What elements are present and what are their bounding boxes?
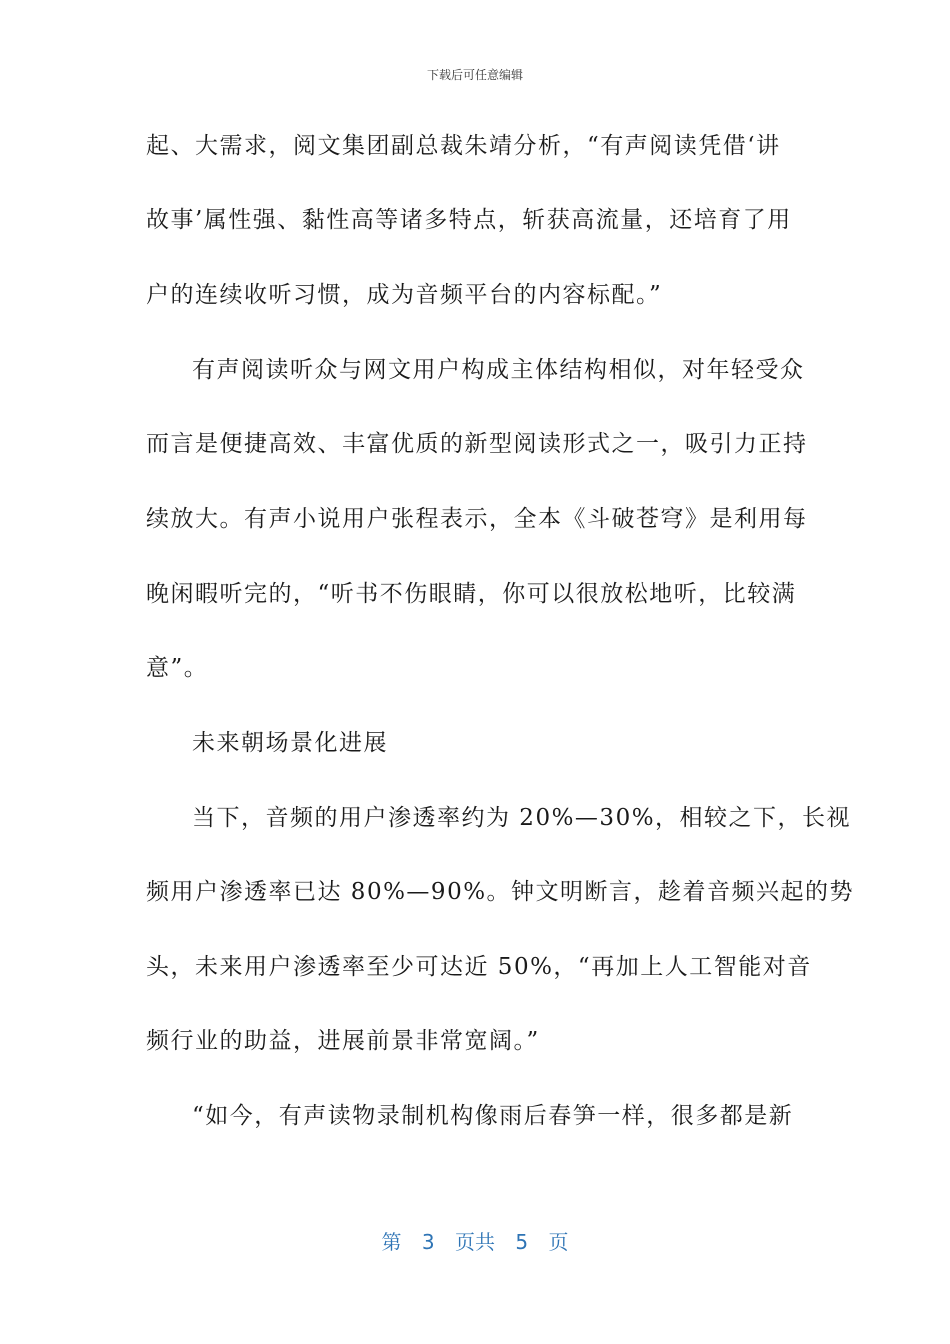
text-line-6: 续放大。有声小说用户张程表示，全本《斗破苍穹》是利用每 [146, 506, 808, 532]
current-page-number: 3 [421, 1230, 435, 1254]
total-pages-number: 5 [515, 1230, 529, 1254]
text-line-11: 频用户渗透率已达 80%—90%。钟文明断言，趁着音频兴起的势 [146, 879, 855, 905]
paragraph-start-line: 有声阅读听众与网文用户构成主体结构相似，对年轻受众 [192, 357, 805, 383]
text-line-8: 意”。 [146, 655, 209, 681]
text-line-13: 频行业的助益，进展前景非常宽阔。” [146, 1028, 540, 1054]
text-line-12: 头，未来用户渗透率至少可达近 50%，“再加上人工智能对音 [146, 954, 812, 980]
page-header: 下载后可任意编辑 [426, 68, 523, 82]
footer-prefix: 第 [381, 1230, 402, 1254]
text-line-7: 晚闲暇听完的，“听书不伤眼睛，你可以很放松地听，比较满 [146, 581, 797, 607]
paragraph-start-line: “如今，有声读物录制机构像雨后春笋一样，很多都是新 [192, 1103, 794, 1129]
paragraph-start-line: 当下，音频的用户渗透率约为 20%—30%，相较之下，长视 [192, 805, 852, 831]
text-line-5: 而言是便捷高效、丰富优质的新型阅读形式之一，吸引力正持 [146, 431, 808, 457]
text-line-3: 户的连续收听习惯，成为音频平台的内容标配。” [146, 282, 663, 308]
footer-middle: 页共 [455, 1230, 495, 1254]
page-footer [0, 1226, 950, 1255]
text-line-2: 故事’属性强、黏性高等诸多特点，斩获高流量，还培育了用 [146, 207, 792, 233]
section-heading: 未来朝场景化进展 [192, 730, 388, 756]
text-line-1: 起、大需求，阅文集团副总裁朱靖分析，“有声阅读凭借‘讲 [146, 133, 781, 159]
footer-suffix: 页 [548, 1230, 569, 1254]
